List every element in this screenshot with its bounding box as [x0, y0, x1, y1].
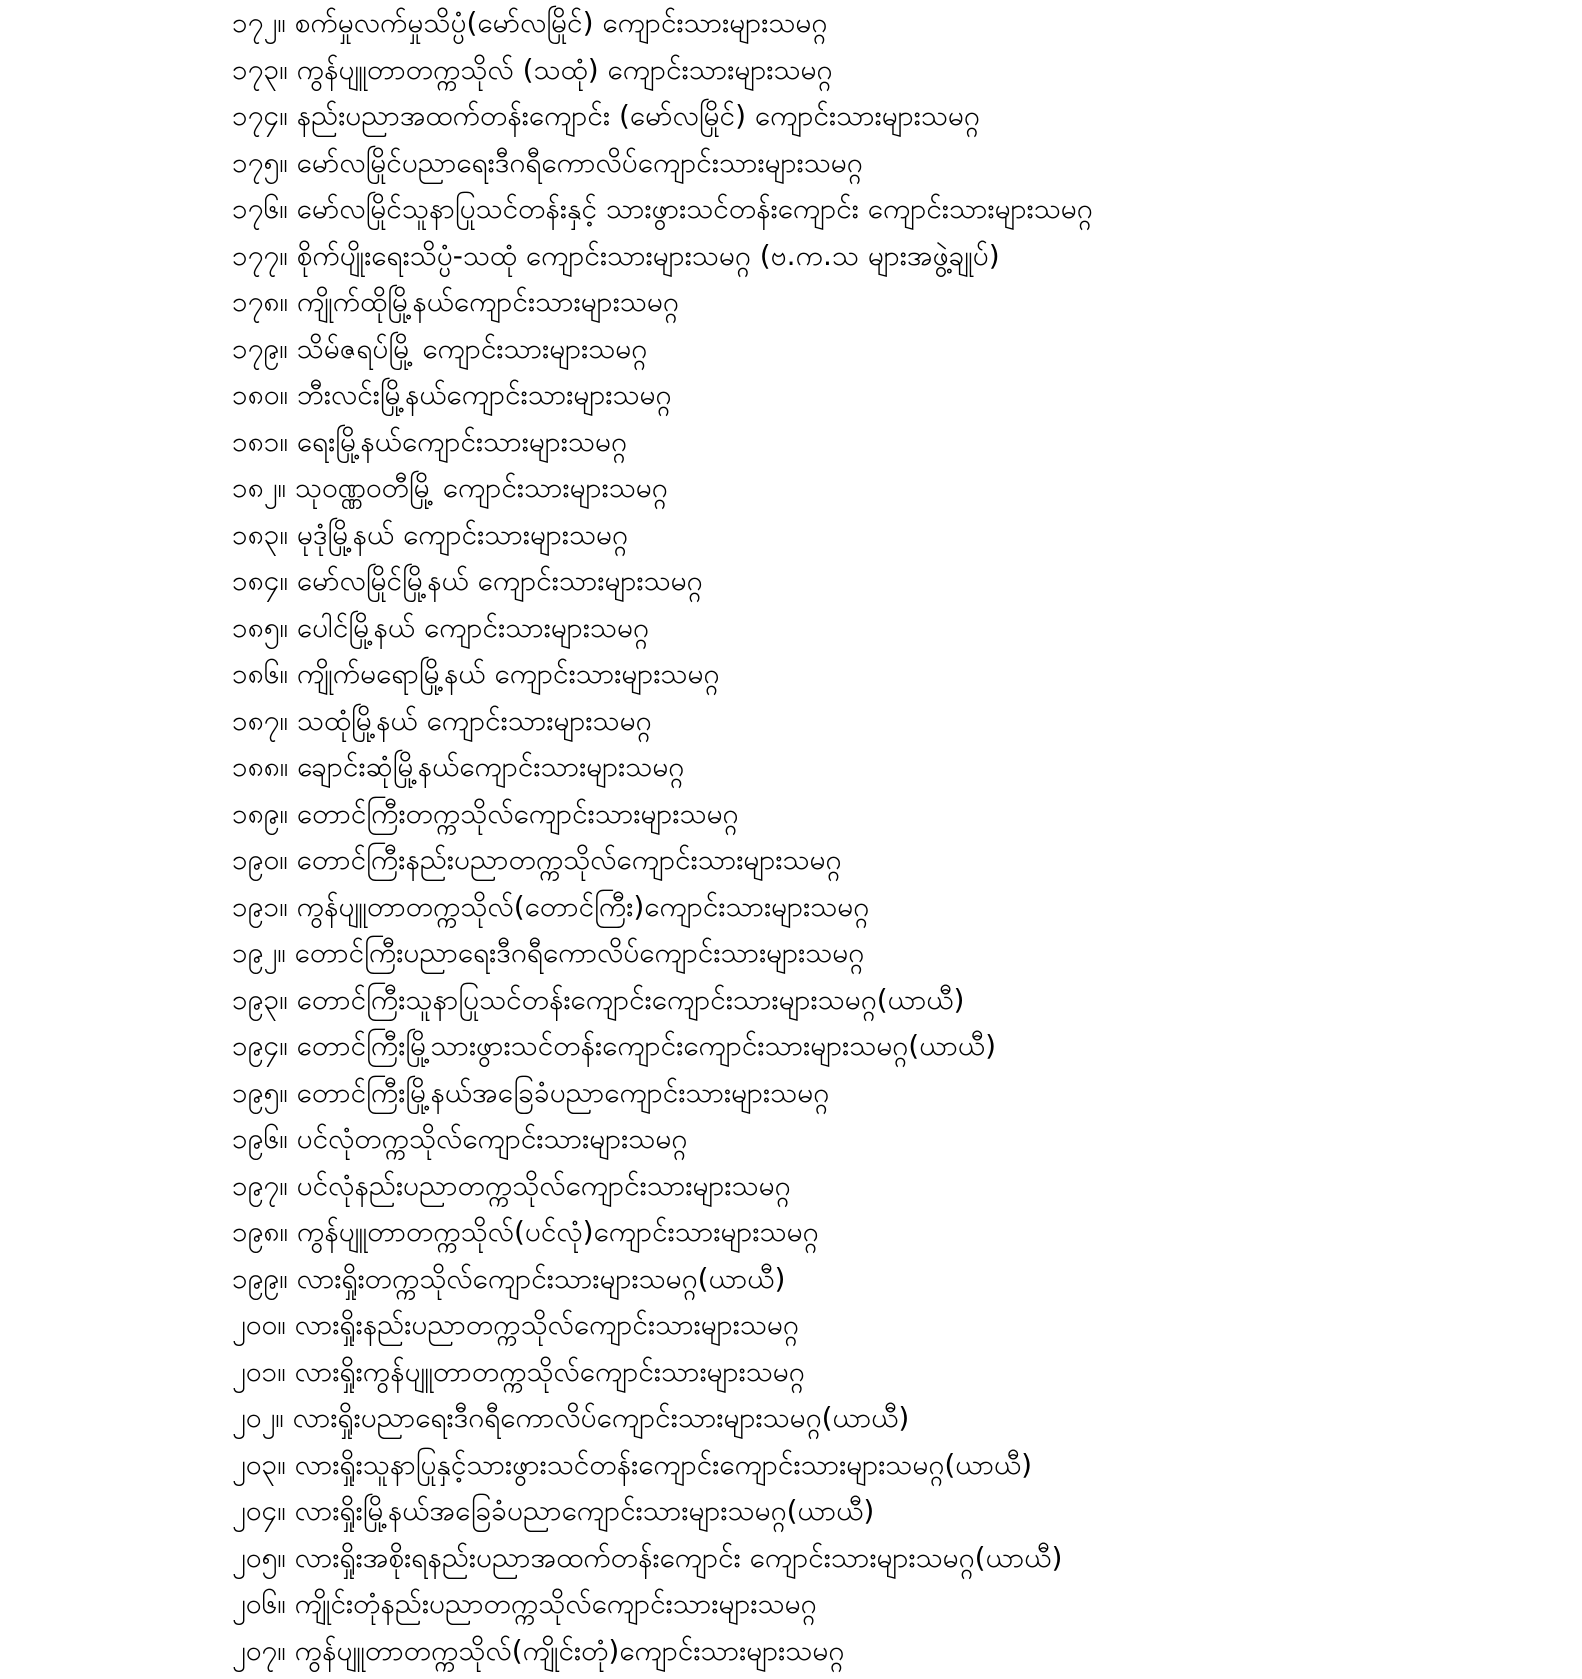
- list-item: ၁၇၉။ သိမ်ဇရပ်မြို့ ကျောင်းသားများသမဂ္ဂ: [232, 331, 648, 365]
- list-item: ၁၉၀။ တောင်ကြီးနည်းပညာတက္ကသိုလ်ကျောင်းသားများသမဂ္ဂ: [232, 843, 842, 876]
- list-item: ၁၈၄။ မော်လမြိုင်မြို့နယ် ကျောင်းသားများသမဂ္ဂ: [232, 564, 703, 597]
- list-item: ၁၉၇။ ပင်လုံနည်းပညာတက္ကသိုလ်ကျောင်းသားများသမဂ္ဂ: [232, 1168, 791, 1202]
- list-item: ၁၇၆။ မော်လမြိုင်သူနာပြုသင်တန်းနှင့် သားဖွားသင်တန်းကျောင်း ကျောင်းသားများသမဂ္ဂ: [232, 192, 1093, 225]
- list-item: ၁၉၁။ ကွန်ပျူတာတက္ကသိုလ်(တောင်ကြီး)ကျောင်းသားများသမဂ္ဂ: [232, 889, 870, 923]
- list-item: ၁၉၂။ တောင်ကြီးပညာရေးဒီဂရီကောလိပ်ကျောင်းသားများသမဂ္ဂ: [232, 936, 865, 969]
- list-item: ၁၈၀။ ဘီးလင်းမြို့နယ်ကျောင်းသားများသမဂ္ဂ: [232, 378, 672, 411]
- list-item: ၁၉၉။ လားရှိုးတက္ကသိုလ်ကျောင်းသားများသမဂ္ဂ(ယာယီ): [232, 1261, 786, 1295]
- list-item: ၁၈၇။ သထုံမြို့နယ် ကျောင်းသားများသမဂ္ဂ: [232, 703, 652, 737]
- list-item: ၁၈၉။ တောင်ကြီးတက္ကသိုလ်ကျောင်းသားများသမဂ္ဂ: [232, 796, 739, 830]
- list-item: ၂၀၄။ လားရှိုးမြို့နယ်အခြေခံပညာကျောင်းသားများသမဂ္ဂ(ယာယီ): [232, 1494, 875, 1527]
- list-item: ၁၈၃။ မုဒုံမြို့နယ် ကျောင်းသားများသမဂ္ဂ: [232, 517, 629, 551]
- list-item: ၁၉၅။ တောင်ကြီးမြို့နယ်အခြေခံပညာကျောင်းသားများသမဂ္ဂ: [232, 1075, 830, 1109]
- list-item: ၁၇၄။ နည်းပညာအထက်တန်းကျောင်း (မော်လမြိုင်) ကျောင်းသားများသမဂ္ဂ: [232, 99, 980, 132]
- list-item: ၂၀၆။ ကျိုင်းတုံနည်းပညာတက္ကသိုလ်ကျောင်းသားများသမဂ္ဂ: [232, 1587, 817, 1620]
- list-item: ၂၀၇။ ကွန်ပျူတာတက္ကသိုလ်(ကျိုင်းတုံ)ကျောင်းသားများသမဂ္ဂ: [232, 1633, 845, 1667]
- list-item: ၂၀၂။ လားရှိုးပညာရေးဒီဂရီကောလိပ်ကျောင်းသားများသမဂ္ဂ(ယာယီ): [232, 1401, 910, 1434]
- document-list: [232, 0, 1562, 1674]
- list-item: ၂၀၅။ လားရှိုးအစိုးရနည်းပညာအထက်တန်းကျောင်း ကျောင်းသားများသမဂ္ဂ(ယာယီ): [232, 1540, 1063, 1574]
- list-item: ၁၉၈။ ကွန်ပျူတာတက္ကသိုလ်(ပင်လုံ)ကျောင်းသားများသမဂ္ဂ: [232, 1215, 819, 1248]
- list-item: ၁၇၅။ မော်လမြိုင်ပညာရေးဒီဂရီကောလိပ်ကျောင်းသားများသမဂ္ဂ: [232, 145, 863, 179]
- list-item: ၂၀၀။ လားရှိုးနည်းပညာတက္ကသိုလ်ကျောင်းသားများသမဂ္ဂ: [232, 1308, 799, 1341]
- list-item: ၂၀၃။ လားရှိုးသူနာပြုနှင့်သားဖွားသင်တန်းကျောင်းကျောင်းသားများသမဂ္ဂ(ယာယီ): [232, 1447, 1033, 1481]
- list-item: ၁၇၈။ ကျိုက်ထိုမြို့နယ်ကျောင်းသားများသမဂ္ဂ: [232, 285, 679, 318]
- list-item: ၁၈၅။ ပေါင်မြို့နယ် ကျောင်းသားများသမဂ္ဂ: [232, 610, 649, 644]
- list-item: ၁၉၆။ ပင်လုံတက္ကသိုလ်ကျောင်းသားများသမဂ္ဂ: [232, 1122, 688, 1155]
- list-item: ၁၇၃။ ကွန်ပျူတာတက္ကသိုလ် (သထုံ) ကျောင်းသားများသမဂ္ဂ: [232, 52, 833, 86]
- list-item: ၁၈၈။ ချောင်းဆုံမြို့နယ်ကျောင်းသားများသမဂ္ဂ: [232, 750, 685, 783]
- list-item: ၁၈၁။ ရေးမြို့နယ်ကျောင်းသားများသမဂ္ဂ: [232, 424, 627, 458]
- list-item: ၁၈၂။ သုဝဏ္ဏဝတီမြို့ ကျောင်းသားများသမဂ္ဂ: [232, 471, 668, 504]
- list-item: ၂၀၁။ လားရှိုးကွန်ပျူတာတက္ကသိုလ်ကျောင်းသားများသမဂ္ဂ: [232, 1354, 805, 1388]
- list-item: ၁၇၇။ စိုက်ပျိုးရေးသိပ္ပံ-သထုံ ကျောင်းသားများသမဂ္ဂ (ဗ.က.သ များအဖွဲ့ချုပ်): [232, 238, 1000, 272]
- list-item: ၁၉၄။ တောင်ကြီးမြို့သားဖွားသင်တန်းကျောင်းကျောင်းသားများသမဂ္ဂ(ယာယီ): [232, 1029, 997, 1062]
- list-item: ၁၇၂။ စက်မှုလက်မှုသိပ္ပံ(မော်လမြိုင်) ကျောင်းသားများသမဂ္ဂ: [232, 6, 828, 39]
- list-item: ၁၉၃။ တောင်ကြီးသူနာပြုသင်တန်းကျောင်းကျောင်းသားများသမဂ္ဂ(ယာယီ): [232, 982, 965, 1016]
- list-item: ၁၈၆။ ကျိုက်မရောမြို့နယ် ကျောင်းသားများသမဂ္ဂ: [232, 657, 720, 690]
